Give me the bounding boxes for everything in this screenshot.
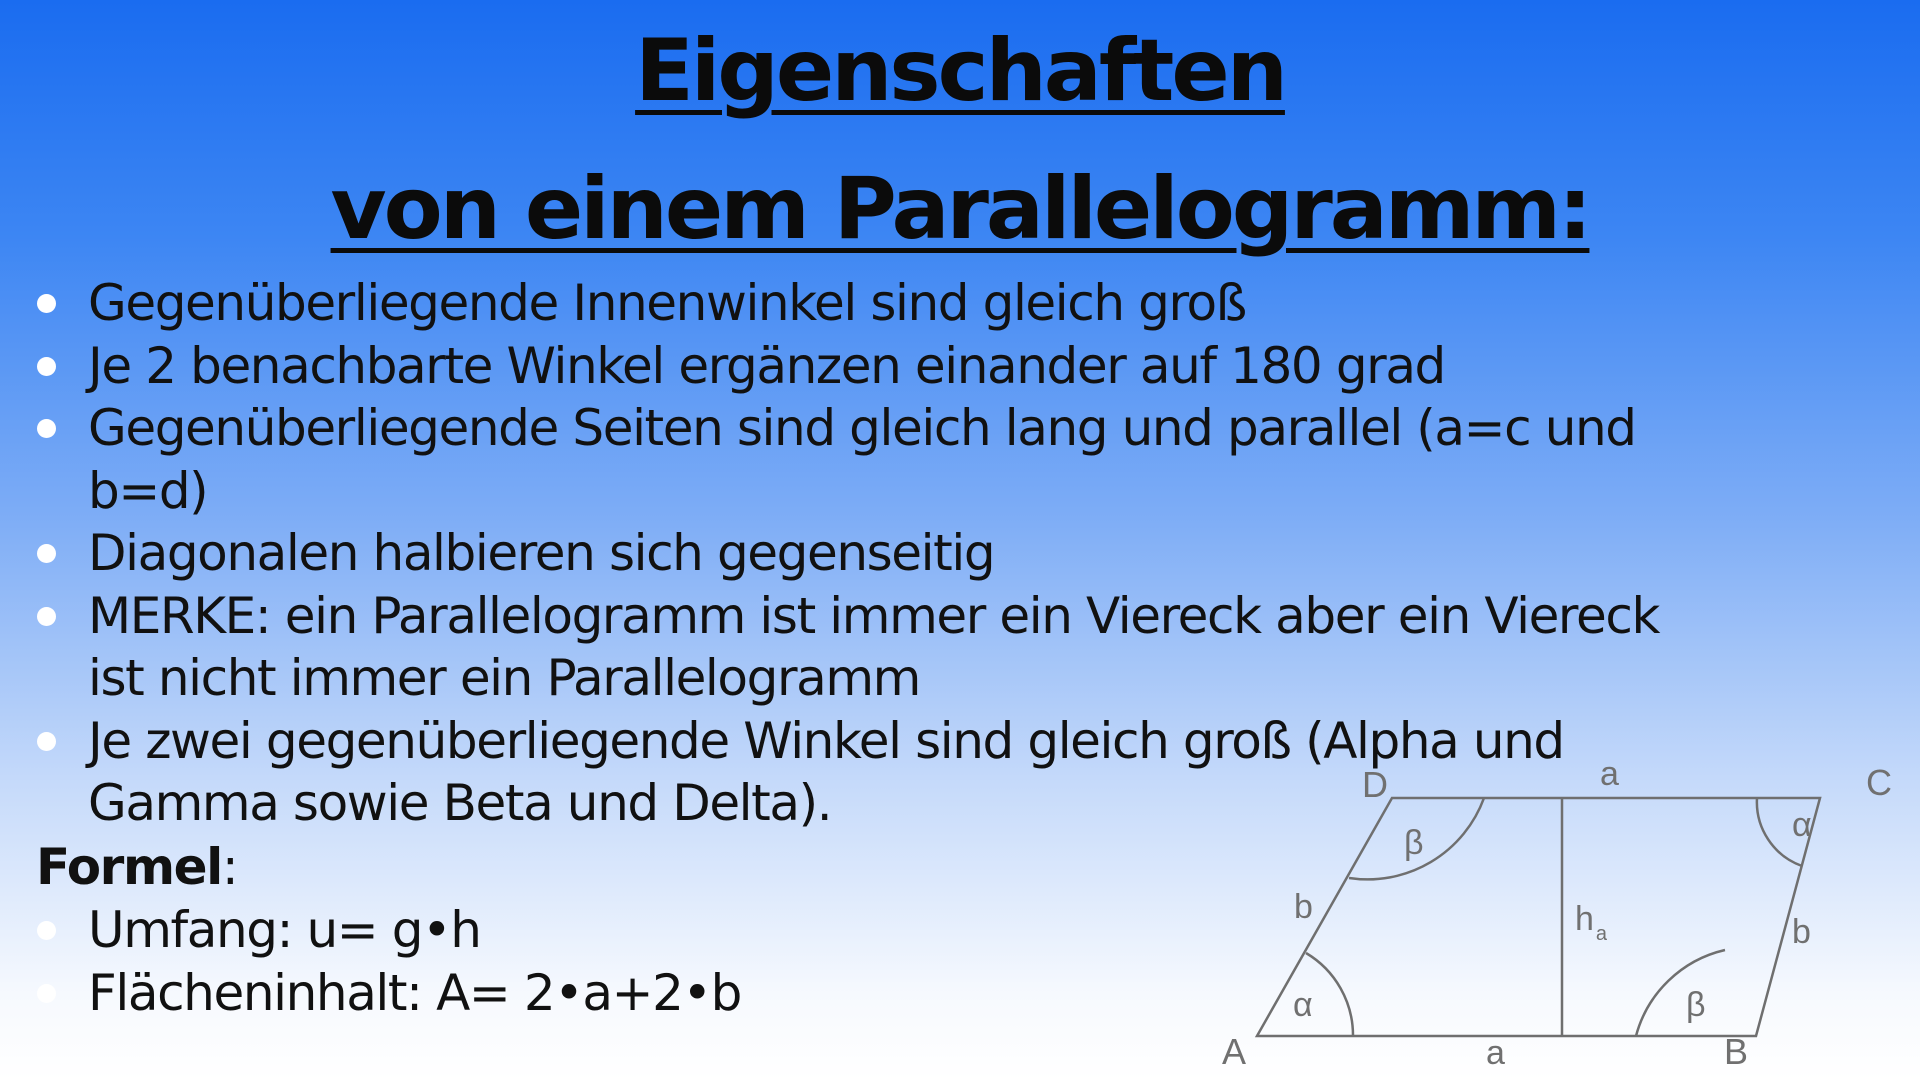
vertex-label-a: A bbox=[1222, 1031, 1247, 1072]
property-text: Je 2 benachbarte Winkel ergänzen einander auf 180 grad bbox=[88, 336, 1445, 395]
side-label-right: b bbox=[1792, 913, 1811, 951]
angle-label-c: α bbox=[1792, 806, 1812, 844]
property-text: ist nicht immer ein Parallelogramm bbox=[88, 649, 920, 707]
angle-label-d: β bbox=[1404, 824, 1424, 862]
height-label bbox=[1575, 900, 1608, 945]
height-label-main: h bbox=[1575, 900, 1594, 938]
height-label-subscript: a bbox=[1595, 923, 1608, 945]
side-label-top: a bbox=[1600, 755, 1619, 793]
vertex-label-d: D bbox=[1362, 764, 1388, 805]
angle-label-a: α bbox=[1293, 986, 1313, 1024]
angle-arc-b bbox=[1636, 950, 1725, 1036]
side-label-bottom: a bbox=[1486, 1034, 1505, 1072]
property-text: b=d) bbox=[88, 461, 208, 520]
property-text: Gegenüberliegende Seiten sind gleich lang und parallel (a=c und bbox=[88, 399, 1636, 457]
formula-heading-colon: : bbox=[221, 838, 238, 896]
angle-label-b: β bbox=[1686, 986, 1706, 1024]
vertex-label-b: B bbox=[1724, 1031, 1749, 1072]
property-text: Je zwei gegenüberliegende Winkel sind gleich groß (Alpha und bbox=[88, 711, 1564, 770]
side-label-left: b bbox=[1294, 888, 1313, 926]
property-text: Diagonalen halbieren sich gegenseitig bbox=[88, 524, 995, 582]
slide-title-line-2: von einem Parallelogramm: bbox=[330, 159, 1590, 259]
property-text: MERKE: ein Parallelogramm ist immer ein Viereck aber ein Viereck bbox=[88, 586, 1659, 645]
formula-text: Flächeninhalt: A= 2•a+2•b bbox=[88, 963, 741, 1022]
formula-heading-label: Formel bbox=[36, 838, 222, 896]
property-text: Gamma sowie Beta und Delta). bbox=[88, 774, 832, 832]
property-text: Gegenüberliegende Innenwinkel sind gleich groß bbox=[88, 274, 1246, 332]
formula-text: Umfang: u= g•h bbox=[88, 901, 481, 959]
vertex-label-c: C bbox=[1866, 762, 1892, 803]
angle-arc-a bbox=[1306, 953, 1353, 1036]
parallelogram-outline bbox=[1257, 798, 1820, 1036]
slide-title-line-1: Eigenschaften bbox=[635, 21, 1285, 121]
